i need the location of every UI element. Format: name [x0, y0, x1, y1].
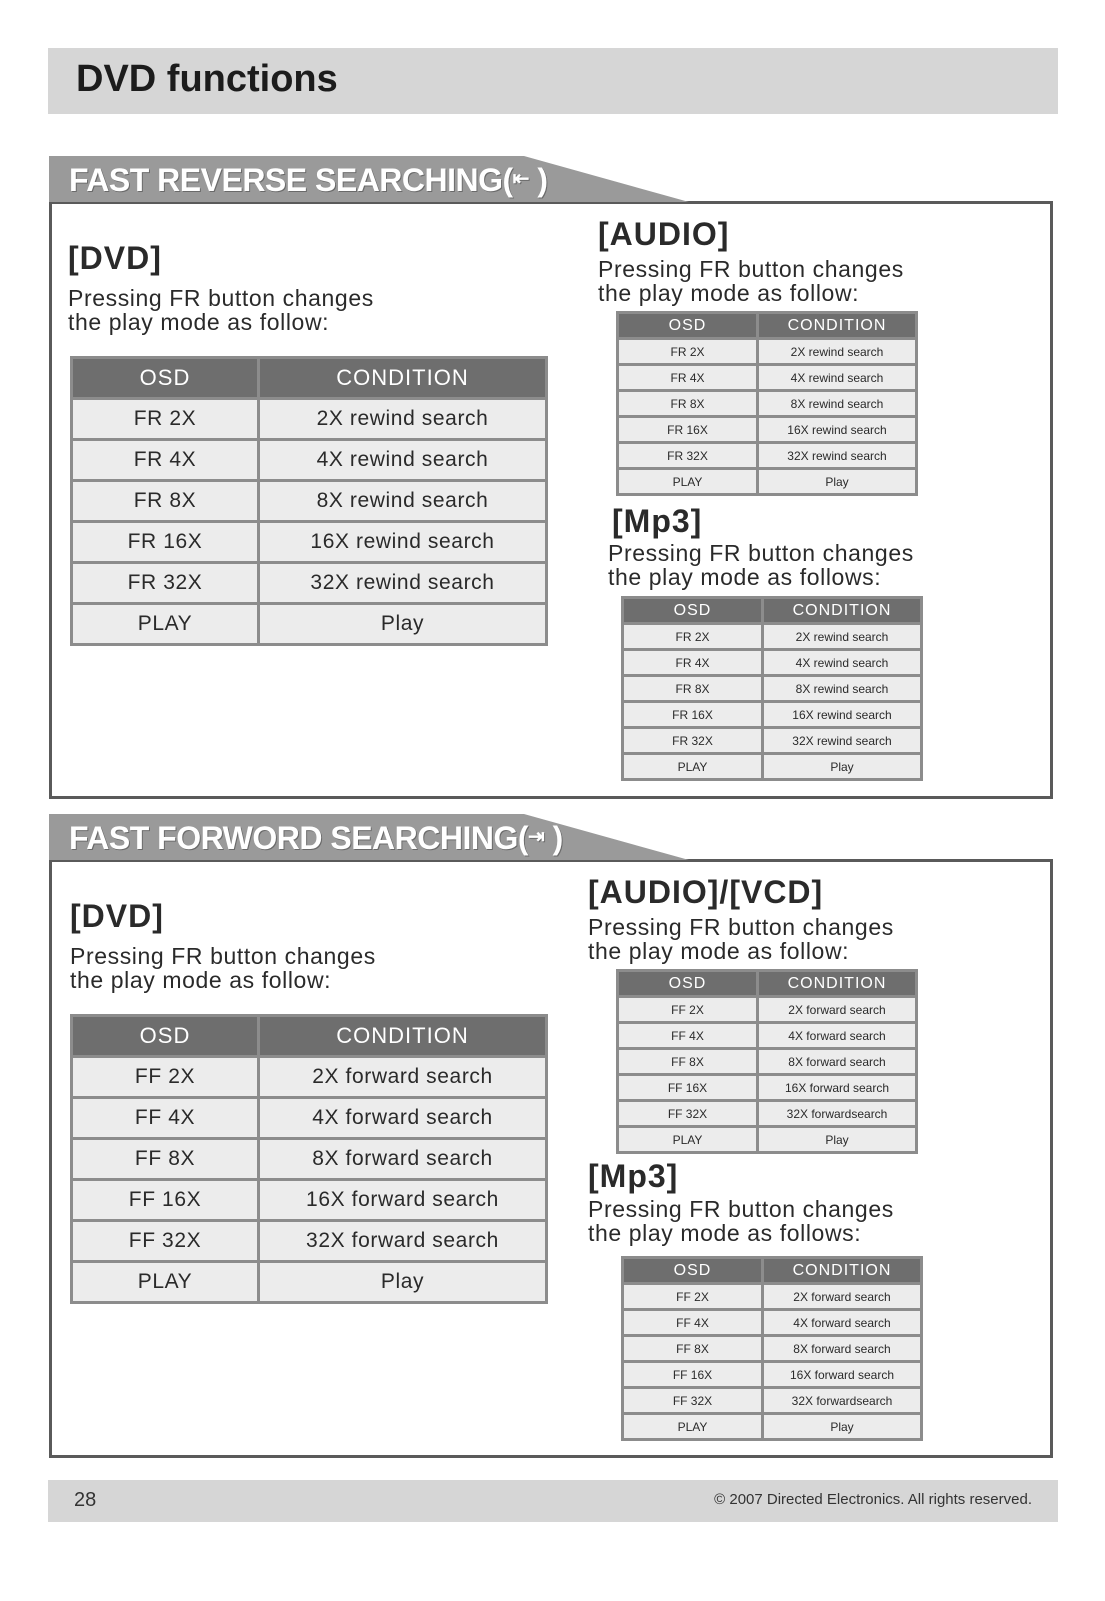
- table-cell: 8X forward search: [764, 1337, 920, 1360]
- forward-section-title: [69, 820, 563, 857]
- page-footer: [48, 1480, 1058, 1522]
- table-row: [624, 703, 920, 726]
- rewind-arrow-icon: ⇤: [512, 168, 529, 191]
- table-cell: FR 4X: [619, 366, 756, 389]
- forward-title-close: ): [544, 820, 563, 856]
- table-cell: FF 4X: [619, 1024, 756, 1047]
- column-header: OSD: [73, 359, 257, 397]
- table-cell: 4X rewind search: [260, 441, 545, 479]
- table-cell: FF 8X: [73, 1140, 257, 1178]
- table-cell: FF 16X: [73, 1181, 257, 1219]
- table-row: [624, 651, 920, 674]
- table-cell: PLAY: [624, 755, 761, 778]
- table-cell: Play: [260, 1263, 545, 1301]
- table-row: [624, 1415, 920, 1438]
- desc-line: Pressing FR button changes: [608, 540, 914, 566]
- table-cell: Play: [764, 755, 920, 778]
- table-cell: 4X rewind search: [759, 366, 915, 389]
- table-cell: Play: [759, 1128, 915, 1151]
- table-row: [73, 605, 545, 643]
- table-cell: 2X rewind search: [759, 340, 915, 363]
- table-cell: 16X rewind search: [260, 523, 545, 561]
- table-row: [619, 418, 915, 441]
- table-cell: PLAY: [73, 1263, 257, 1301]
- table-row: [619, 1024, 915, 1047]
- table-row: [73, 1058, 545, 1096]
- table-cell: FR 16X: [619, 418, 756, 441]
- reverse-mp3-table: [621, 596, 923, 781]
- table-row: [619, 366, 915, 389]
- table-row: [73, 1140, 545, 1178]
- column-header: CONDITION: [764, 1259, 920, 1282]
- table-cell: 8X rewind search: [764, 677, 920, 700]
- desc-line: Pressing FR button changes: [588, 1196, 894, 1222]
- table-cell: FR 32X: [73, 564, 257, 602]
- forward-mp3-heading: [Mp3]: [588, 1158, 679, 1194]
- table-row: [624, 755, 920, 778]
- table-cell: Play: [764, 1415, 920, 1438]
- table-cell: 8X forward search: [759, 1050, 915, 1073]
- table-cell: FF 2X: [624, 1285, 761, 1308]
- reverse-audio-desc: [598, 257, 904, 305]
- table-cell: 4X forward search: [764, 1311, 920, 1334]
- reverse-title-close: ): [528, 162, 548, 198]
- column-header: CONDITION: [759, 314, 915, 337]
- table-header-row: [619, 314, 915, 337]
- table-header-row: [624, 599, 920, 622]
- table-cell: FR 32X: [619, 444, 756, 467]
- column-header: CONDITION: [260, 359, 545, 397]
- table-cell: FR 32X: [624, 729, 761, 752]
- table-row: [619, 340, 915, 363]
- column-header: CONDITION: [759, 972, 915, 995]
- table-cell: 8X forward search: [260, 1140, 545, 1178]
- table-cell: 2X forward search: [260, 1058, 545, 1096]
- table-cell: FF 2X: [619, 998, 756, 1021]
- table-row: [624, 729, 920, 752]
- table-cell: FR 2X: [73, 400, 257, 438]
- table-cell: 16X forward search: [764, 1363, 920, 1386]
- table-cell: 2X forward search: [759, 998, 915, 1021]
- column-header: OSD: [624, 1259, 761, 1282]
- table-cell: 16X rewind search: [759, 418, 915, 441]
- table-cell: FR 8X: [624, 677, 761, 700]
- forward-audio-vcd-desc: [588, 915, 894, 963]
- copyright-notice: © 2007 Directed Electronics. All rights reserved.: [714, 1491, 1032, 1508]
- table-row: [624, 1363, 920, 1386]
- table-cell: 32X forwardsearch: [764, 1389, 920, 1412]
- column-header: OSD: [619, 972, 756, 995]
- column-header: CONDITION: [260, 1017, 545, 1055]
- table-cell: 8X rewind search: [759, 392, 915, 415]
- table-cell: 32X rewind search: [260, 564, 545, 602]
- table-cell: PLAY: [73, 605, 257, 643]
- table-row: [624, 1337, 920, 1360]
- table-header-row: [624, 1259, 920, 1282]
- table-cell: 32X rewind search: [764, 729, 920, 752]
- table-header-row: [73, 359, 545, 397]
- table-row: [73, 441, 545, 479]
- forward-dvd-heading: [DVD]: [70, 898, 164, 934]
- table-cell: 16X forward search: [759, 1076, 915, 1099]
- table-cell: FR 4X: [73, 441, 257, 479]
- table-cell: 32X rewind search: [759, 444, 915, 467]
- table-row: [73, 1181, 545, 1219]
- reverse-title-text: FAST REVERSE SEARCHING(: [69, 162, 513, 198]
- table-cell: FF 16X: [619, 1076, 756, 1099]
- forward-dvd-table: [70, 1014, 548, 1304]
- table-header-row: [73, 1017, 545, 1055]
- table-cell: 2X forward search: [764, 1285, 920, 1308]
- table-cell: Play: [759, 470, 915, 493]
- column-header: OSD: [624, 599, 761, 622]
- table-row: [73, 523, 545, 561]
- column-header: OSD: [73, 1017, 257, 1055]
- desc-line: the play mode as follows:: [608, 564, 882, 590]
- desc-line: Pressing FR button changes: [588, 914, 894, 940]
- table-row: [73, 400, 545, 438]
- reverse-mp3-heading: [Mp3]: [612, 503, 703, 539]
- table-cell: 2X rewind search: [764, 625, 920, 648]
- forward-title-text: FAST FORWORD SEARCHING(: [69, 820, 529, 856]
- desc-line: Pressing FR button changes: [68, 285, 374, 311]
- table-cell: PLAY: [619, 470, 756, 493]
- table-cell: 16X forward search: [260, 1181, 545, 1219]
- table-cell: FR 2X: [619, 340, 756, 363]
- forward-arrow-icon: ⇥: [528, 826, 545, 849]
- column-header: OSD: [619, 314, 756, 337]
- forward-mp3-desc: [588, 1197, 894, 1245]
- table-cell: FR 4X: [624, 651, 761, 674]
- table-row: [619, 470, 915, 493]
- table-row: [73, 1222, 545, 1260]
- table-cell: 4X rewind search: [764, 651, 920, 674]
- desc-line: the play mode as follow:: [68, 309, 330, 335]
- table-cell: FR 16X: [624, 703, 761, 726]
- table-cell: FF 8X: [624, 1337, 761, 1360]
- forward-audio-vcd-heading: [AUDIO]/[VCD]: [588, 874, 824, 910]
- table-cell: PLAY: [624, 1415, 761, 1438]
- table-row: [619, 392, 915, 415]
- desc-line: Pressing FR button changes: [598, 256, 904, 282]
- desc-line: the play mode as follow:: [70, 967, 332, 993]
- forward-audio-vcd-table: [616, 969, 918, 1154]
- table-cell: FF 32X: [619, 1102, 756, 1125]
- table-row: [619, 1102, 915, 1125]
- page-title: DVD functions: [76, 58, 338, 100]
- table-row: [619, 1076, 915, 1099]
- table-cell: FF 16X: [624, 1363, 761, 1386]
- table-cell: 8X rewind search: [260, 482, 545, 520]
- table-cell: FR 8X: [73, 482, 257, 520]
- reverse-dvd-table: [70, 356, 548, 646]
- table-cell: FF 4X: [624, 1311, 761, 1334]
- table-row: [73, 482, 545, 520]
- reverse-audio-table: [616, 311, 918, 496]
- table-cell: 4X forward search: [759, 1024, 915, 1047]
- table-cell: FF 32X: [73, 1222, 257, 1260]
- table-row: [624, 1311, 920, 1334]
- table-header-row: [619, 972, 915, 995]
- reverse-section-tab: [49, 156, 689, 202]
- column-header: CONDITION: [764, 599, 920, 622]
- table-cell: FF 2X: [73, 1058, 257, 1096]
- table-row: [73, 1263, 545, 1301]
- reverse-dvd-desc: [68, 286, 374, 334]
- forward-dvd-desc: [70, 944, 376, 992]
- table-cell: FR 16X: [73, 523, 257, 561]
- table-row: [619, 1050, 915, 1073]
- table-row: [624, 1285, 920, 1308]
- table-cell: 32X forward search: [260, 1222, 545, 1260]
- table-cell: Play: [260, 605, 545, 643]
- table-row: [619, 998, 915, 1021]
- reverse-dvd-heading: [DVD]: [68, 240, 162, 276]
- table-cell: PLAY: [619, 1128, 756, 1151]
- page-number: 28: [74, 1489, 97, 1511]
- reverse-section-title: [69, 162, 547, 199]
- forward-mp3-table: [621, 1256, 923, 1441]
- table-row: [624, 625, 920, 648]
- table-cell: 2X rewind search: [260, 400, 545, 438]
- table-row: [619, 1128, 915, 1151]
- table-row: [73, 1099, 545, 1137]
- table-cell: FF 32X: [624, 1389, 761, 1412]
- page-header: [48, 48, 1058, 114]
- table-row: [624, 677, 920, 700]
- table-row: [619, 444, 915, 467]
- reverse-audio-heading: [AUDIO]: [598, 216, 730, 252]
- desc-line: Pressing FR button changes: [70, 943, 376, 969]
- reverse-mp3-desc: [608, 541, 914, 589]
- forward-section-tab: [49, 814, 689, 860]
- table-row: [624, 1389, 920, 1412]
- table-cell: 32X forwardsearch: [759, 1102, 915, 1125]
- desc-line: the play mode as follow:: [598, 280, 860, 306]
- table-cell: 16X rewind search: [764, 703, 920, 726]
- table-cell: 4X forward search: [260, 1099, 545, 1137]
- table-row: [73, 564, 545, 602]
- table-cell: FR 2X: [624, 625, 761, 648]
- desc-line: the play mode as follow:: [588, 938, 850, 964]
- table-cell: FF 4X: [73, 1099, 257, 1137]
- table-cell: FF 8X: [619, 1050, 756, 1073]
- table-cell: FR 8X: [619, 392, 756, 415]
- desc-line: the play mode as follows:: [588, 1220, 862, 1246]
